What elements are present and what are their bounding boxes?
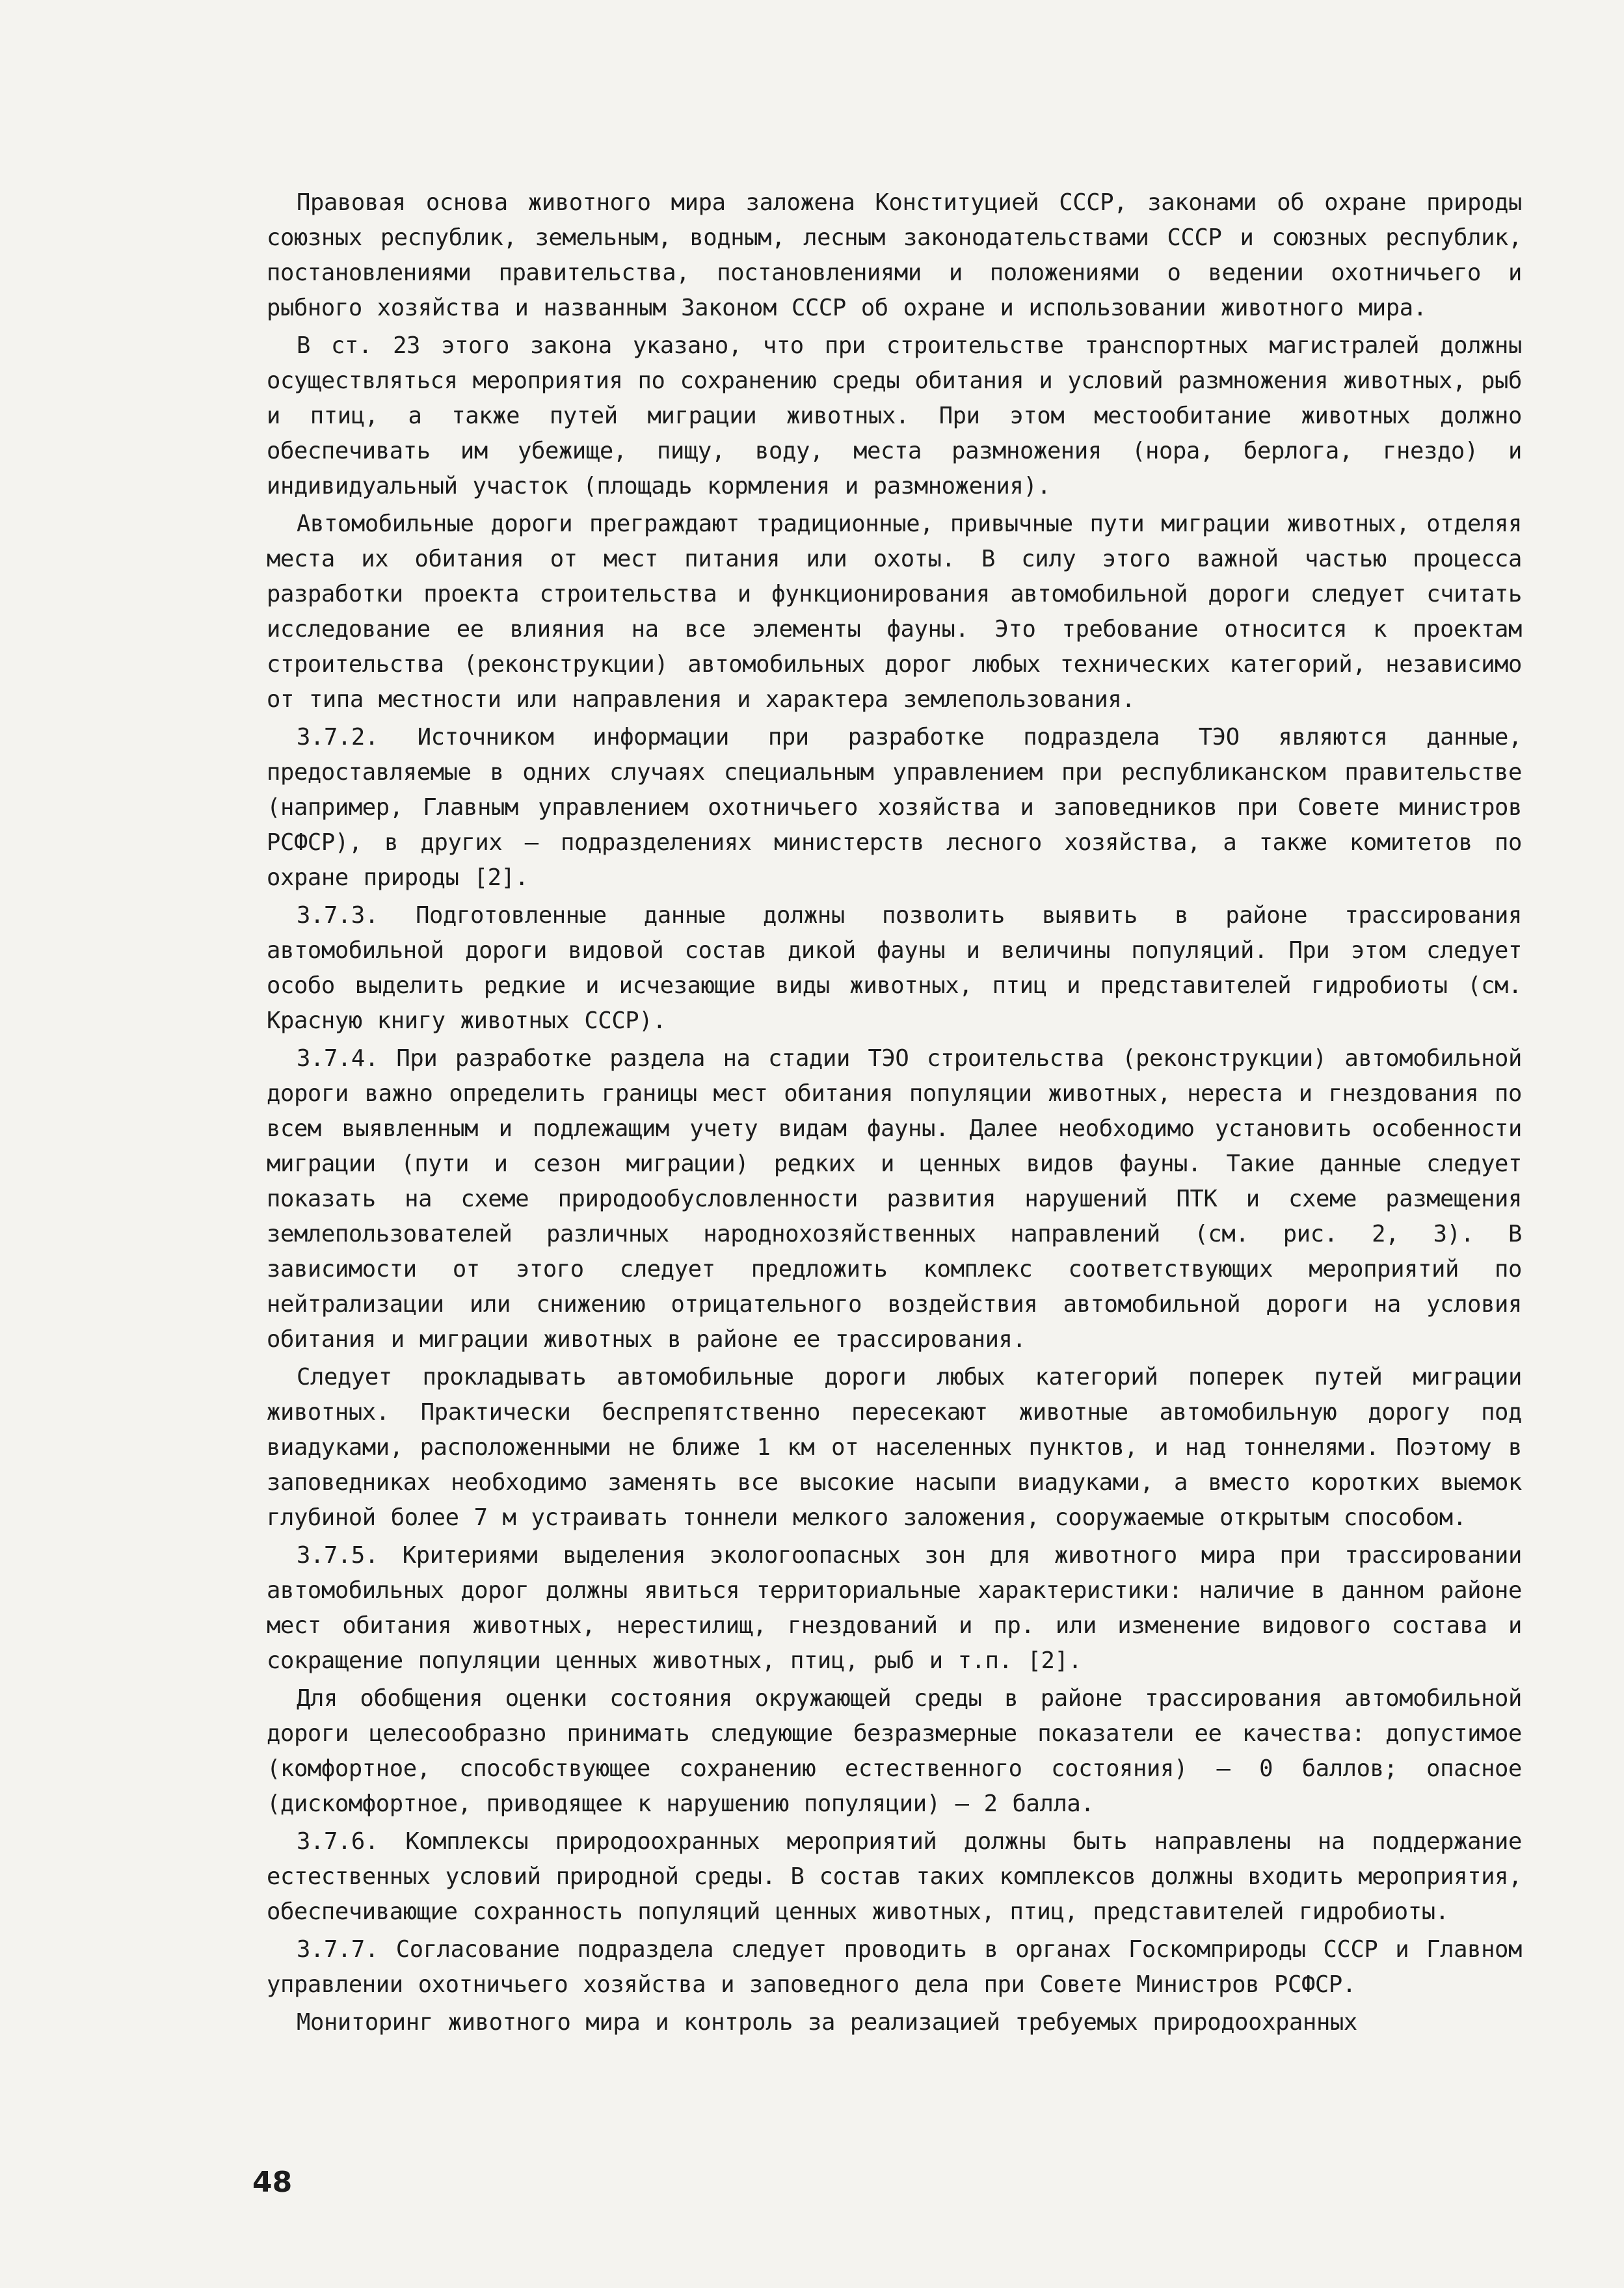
paragraph-migration-routes: Автомобильные дороги преграждают традиционные, привычные пути миграции животных, отделяя места их обитания от мест питания или охоты. В силу этого важной частью процесса разработки проекта строительства и функционирования автомобильной дороги следует считать исследование ее влияния на все элементы фауны. Это требование относится к проектам строительства (реконструкции) автомобильных дорог любых технических категорий, независимо от типа местности или направления и характера землепользования. xyxy=(267,511,1522,713)
paragraph-3-7-6: 3.7.6. Комплексы природоохранных мероприятий должны быть направлены на поддержание естественных условий природной среды. В состав таких комплексов должны входить мероприятия, обеспечивающие сохранность популяций ценных животных, птиц, представителей гидробиоты. xyxy=(267,1828,1522,1925)
paragraph-3-7-2: 3.7.2. Источником информации при разработке подраздела ТЭО являются данные, предоставляемые в одних случаях специальным управлением при республиканском правительстве (например, Главным управлением охотничьего хозяйства и заповедников при Совете министров РСФСР), в других – подразделениях министерств лесного хозяйства, а также комитетов по охране природы [2]. xyxy=(267,724,1522,891)
paragraph-3-7-4: 3.7.4. При разработке раздела на стадии ТЭО строительства (реконструкции) автомобильной дороги важно определить границы мест обитания популяции животных, нереста и гнездования по всем выявленным и подлежащим учету видам фауны. Далее необходимо установить особенности миграции (пути и сезон миграции) редких и ценных видов фауны. Такие данные следует показать на схеме природообусловленности развития нарушений ПТК и схеме размещения землепользователей различных народнохозяйственных направлений (см. рис. 2, 3). В зависимости от этого следует предложить комплекс соответствующих мероприятий по нейтрализации или снижению отрицательного воздействия автомобильной дороги на условия обитания и миграции животных в районе ее трассирования. xyxy=(267,1045,1522,1353)
paragraph-3-7-7: 3.7.7. Согласование подраздела следует проводить в органах Госкомприроды СССР и Главном управлении охотничьего хозяйства и заповедного дела при Совете Министров РСФСР. xyxy=(267,1936,1522,1998)
paragraph-legal-basis: Правовая основа животного мира заложена Конституцией СССР, законами об охране природы союзных республик, земельным, водным, лесным законодательствами СССР и союзных республик, постановлениями правительства, постановлениями и положениями о ведении охотничьего и рыбного хозяйства и названным Законом СССР об охране и использовании животного мира. xyxy=(267,189,1522,321)
paragraph-monitoring: Мониторинг животного мира и контроль за реализацией требуемых природоохранных xyxy=(297,2009,1357,2036)
paragraph-assessment: Для обобщения оценки состояния окружающей среды в районе трассирования автомобильной дороги целесообразно принимать следующие безразмерные показатели ее качества: допустимое (комфортное, способствующее сохранению естественного состояния) – 0 баллов; опасное (дискомфортное, приводящее к нарушению популяции) – 2 балла. xyxy=(267,1685,1522,1817)
body-text xyxy=(267,185,1522,2043)
page-number: 48 xyxy=(252,2166,293,2199)
paragraph-article-23: В ст. 23 этого закона указано, что при строительстве транспортных магистралей должны осуществляться мероприятия по сохранению среды обитания и условий размножения животных, рыб и птиц, а также путей миграции животных. При этом местообитание животных должно обеспечивать им убежище, пищу, воду, места размножения (нора, берлога, гнездо) и индивидуальный участок (площадь кормления и размножения). xyxy=(267,332,1522,499)
paragraph-3-7-3: 3.7.3. Подготовленные данные должны позволить выявить в районе трассирования автомобильной дороги видовой состав дикой фауны и величины популяций. При этом следует особо выделить редкие и исчезающие виды животных, птиц и представителей гидробиоты (см. Красную книгу животных СССР). xyxy=(267,902,1522,1034)
paragraph-road-crossing: Следует прокладывать автомобильные дороги любых категорий поперек путей миграции животных. Практически беспрепятственно пересекают животные автомобильную дорогу под виадуками, расположенными не ближе 1 км от населенных пунктов, и над тоннелями. Поэтому в заповедниках необходимо заменять все высокие насыпи виадуками, а вместо коротких выемок глубиной более 7 м устраивать тоннели мелкого заложения, сооружаемые открытым способом. xyxy=(267,1364,1522,1531)
paragraph-3-7-5: 3.7.5. Критериями выделения экологоопасных зон для животного мира при трассировании автомобильных дорог должны явиться территориальные характеристики: наличие в данном районе мест обитания животных, нерестилищ, гнездований и пр. или изменение видового состава и сокращение популяции ценных животных, птиц, рыб и т.п. [2]. xyxy=(267,1542,1522,1674)
